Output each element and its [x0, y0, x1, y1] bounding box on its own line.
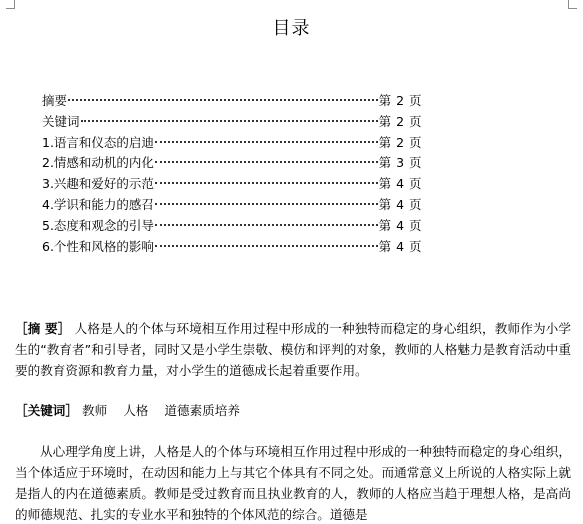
crop-mark-top-left: [6, 0, 15, 9]
toc-entry[interactable]: [42, 112, 422, 133]
abstract-paragraph: [15, 318, 571, 381]
toc-leader-dots: [81, 120, 378, 122]
toc-entry-label: 关键词: [42, 113, 80, 129]
keywords-heading: ［关键词］: [15, 403, 78, 418]
page-title: 目录: [272, 18, 311, 39]
toc-entry-page: 第 2 页: [378, 113, 422, 129]
toc-entry-label: 1.语言和仪态的启迪: [42, 134, 154, 150]
toc-entry[interactable]: [42, 216, 422, 237]
toc-entry[interactable]: [42, 174, 422, 195]
toc-entry-page: 第 2 页: [378, 134, 422, 150]
abstract-heading: ［摘 要］: [15, 321, 71, 336]
toc-entry-label: 6.个性和风格的影响: [42, 238, 154, 254]
toc-entry-label: 4.学识和能力的感召: [42, 196, 154, 212]
toc-leader-dots: [155, 203, 378, 205]
toc-entry-page: 第 4 页: [378, 196, 422, 212]
toc-entry-label: 5.态度和观念的引导: [42, 217, 154, 233]
toc-entry-page: 第 3 页: [378, 155, 422, 171]
toc-entry-label: 3.兴趣和爱好的示范: [42, 176, 154, 192]
abstract-text: 人格是人的个体与环境相互作用过程中形成的一种独特而稳定的身心组织，教师作为小学生的“教育者”和引导者，同时又是小学生崇敬、模仿和评判的对象，教师的人格魅力是教育活动中重要的教育资源和教育力量，对小学生的道德成长起着重要作用。: [15, 321, 572, 378]
table-of-contents: [42, 91, 422, 257]
toc-leader-dots: [155, 161, 378, 163]
toc-leader-dots: [155, 224, 378, 226]
toc-entry[interactable]: [42, 133, 422, 154]
keyword-item: 道德素质培养: [164, 403, 240, 418]
body-paragraph: 从心理学角度上讲，人格是人的个体与环境相互作用过程中形成的一种独特而稳定的身心组织，当个体适应于环境时，在动因和能力上与其它个体具有不同之处。而通常意义上所说的人格实际上就是指人的内在道德素质。教师是受过教育而且执业教育的人，教师的人格应当趋于理想人格，是高尚的师德规范、扎实的专业水平和独特的个体风范的综合。道德是: [15, 444, 571, 522]
toc-entry-label: 摘要: [42, 93, 68, 108]
toc-entry[interactable]: [42, 237, 422, 258]
toc-entry-page: 第 4 页: [378, 176, 422, 192]
toc-entry[interactable]: [42, 91, 422, 112]
toc-leader-dots: [68, 99, 378, 101]
toc-entry-page: 第 4 页: [378, 238, 422, 254]
toc-leader-dots: [155, 245, 378, 247]
toc-entry-label: 2.情感和动机的内化: [42, 155, 154, 171]
toc-entry[interactable]: [42, 153, 422, 174]
crop-mark-top-right: [568, 0, 577, 9]
keyword-item: 教师: [81, 403, 108, 418]
keyword-item: 人格: [123, 403, 149, 418]
toc-entry[interactable]: [42, 195, 422, 216]
toc-leader-dots: [155, 182, 378, 184]
toc-entry-page: 第 2 页: [378, 93, 422, 108]
toc-leader-dots: [155, 141, 378, 143]
keywords-paragraph: [15, 400, 571, 421]
toc-entry-page: 第 4 页: [378, 217, 422, 233]
